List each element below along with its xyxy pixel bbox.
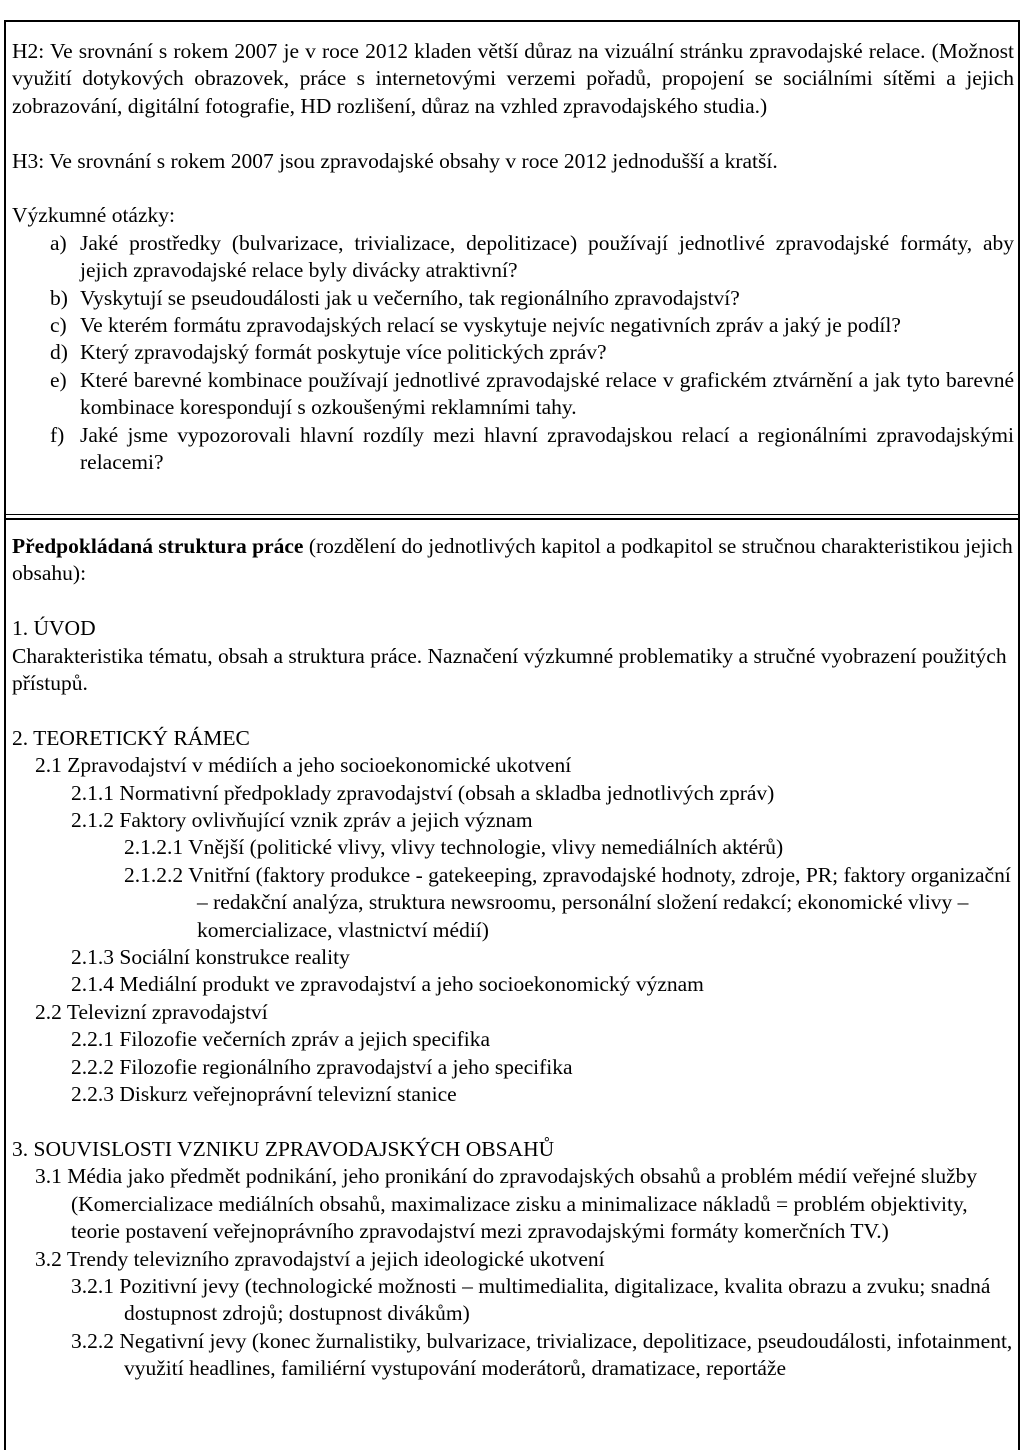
structure-cell — [6, 520, 1018, 1450]
question-text: Které barevné kombinace používají jednotlivé zpravodajské relace v grafickém ztvárnění a jak tyto barevné kombinace korespondují s ozkoušenými reklamními tahy. — [80, 367, 1014, 420]
question-letter: c) — [50, 313, 67, 338]
structure-heading — [12, 533, 1014, 588]
section-3-2-2: 3.2.2 Negativní jevy (konec žurnalistiky, bulvarizace, trivializace, depolitizace, pseudoudálosti, infotainment, využití headlines, familiérní vystupování moderátorů, dramatizace, reportáže — [71, 1328, 1013, 1381]
section-2-1: 2.1 Zpravodajství v médiích a jeho socioekonomické ukotvení — [35, 753, 572, 778]
section-2-2-3: 2.2.3 Diskurz veřejnoprávní televizní stanice — [71, 1082, 457, 1107]
section-3-1: 3.1 Média jako předmět podnikání, jeho pronikání do zpravodajských obsahů a problém médií veřejné služby — [35, 1164, 978, 1189]
question-letter: f) — [50, 422, 65, 447]
question-text: Jaké jsme vypozorovali hlavní rozdíly mezi hlavní zpravodajskou relací a regionálními zpravodajskými relacemi? — [80, 422, 1014, 475]
section-2-1-3: 2.1.3 Sociální konstrukce reality — [71, 945, 350, 970]
section-3-2-1: 3.2.1 Pozitivní jevy (technologické možnosti – multimedialita, digitalizace, kvalita obrazu a zvuku; snadná dostupnost zdrojů; dostupnost divákům) — [71, 1273, 991, 1326]
question-text: Vyskytují se pseudoudálosti jak u večerního, tak regionálního zpravodajství? — [80, 285, 740, 310]
question-letter: e) — [50, 367, 67, 392]
section-2-1-1: 2.1.1 Normativní předpoklady zpravodajství (obsah a skladba jednotlivých zpráv) — [71, 780, 775, 805]
structure-heading-rest: (rozdělení do jednotlivých kapitol a podkapitol se stručnou charakteristikou jejich obsahu): — [12, 534, 1013, 586]
structure-content — [6, 520, 1018, 1383]
hypothesis-h2: H2: Ve srovnání s rokem 2007 je v roce 2012 kladen větší důraz na vizuální stránku zpravodajské relace. (Možnost využití dotykových obrazovek, práce s internetovými verzemi pořadů, propojení se sociálními sítěmi a jejich zobrazování, digitální fotografie, HD rozlišení, důraz na vzhled zpravodajského studia.) — [12, 39, 1014, 118]
question-letter: b) — [50, 285, 68, 310]
section-2-2-2: 2.2.2 Filozofie regionálního zpravodajství a jeho specifika — [71, 1054, 573, 1079]
chapter-1-text: Charakteristika tématu, obsah a struktura práce. Naznačení výzkumné problematiky a stručné vyobrazení použitých přístupů. — [12, 643, 1007, 696]
section-2-2: 2.2 Televizní zpravodajství — [35, 999, 268, 1024]
section-2-1-4: 2.1.4 Mediální produkt ve zpravodajství a jeho socioekonomický význam — [71, 972, 704, 997]
section-2-1-2-1: 2.1.2.1 Vnější (politické vlivy, vlivy technologie, vlivy nemediálních aktérů) — [124, 835, 784, 860]
section-3-1-text: (Komercializace mediálních obsahů, maximalizace zisku a minimalizace nákladů = problém objektivity, teorie postavení veřejnoprávního zpravodajství mezi zpravodajskými formáty komerčních TV.) — [71, 1191, 968, 1244]
section-2-1-2: 2.1.2 Faktory ovlivňující vznik zpráv a jejich význam — [71, 808, 533, 833]
chapter-1-title: 1. ÚVOD — [12, 616, 96, 641]
section-2-1-2-2: 2.1.2.2 Vnitřní (faktory produkce - gatekeeping, zpravodajské hodnoty, zdroje, PR; faktory organizační – redakční analýza, struktura newsroomu, personální složení redakcí; ekonomické vlivy – komercializace, vlastnictví médií) — [124, 862, 1011, 942]
question-text: Který zpravodajský formát poskytuje více politických zpráv? — [80, 340, 607, 365]
hypotheses-cell — [6, 22, 1018, 520]
questions-heading: Výzkumné otázky: — [12, 203, 175, 228]
section-3-2: 3.2 Trendy televizního zpravodajství a jejich ideologické ukotvení — [35, 1246, 605, 1271]
question-text: Ve kterém formátu zpravodajských relací se vyskytuje nejvíc negativních zpráv a jaký je podíl? — [80, 313, 901, 338]
question-letter: a) — [50, 230, 67, 255]
chapter-2-title: 2. TEORETICKÝ RÁMEC — [12, 725, 250, 750]
section-2-2-1: 2.2.1 Filozofie večerních zpráv a jejich specifika — [71, 1027, 491, 1052]
structure-heading-bold: Předpokládaná struktura práce — [12, 534, 304, 558]
chapter-3-title: 3. SOUVISLOSTI VZNIKU ZPRAVODAJSKÝCH OBSAHŮ — [12, 1136, 555, 1161]
question-letter: d) — [50, 340, 68, 365]
document-table — [4, 20, 1020, 1450]
hypothesis-h3: H3: Ve srovnání s rokem 2007 jsou zpravodajské obsahy v roce 2012 jednodušší a kratší. — [12, 148, 778, 173]
question-text: Jaké prostředky (bulvarizace, trivializace, depolitizace) používají jednotlivé zpravodajské formáty, aby jejich zpravodajské relace byly divácky atraktivní? — [80, 230, 1014, 283]
